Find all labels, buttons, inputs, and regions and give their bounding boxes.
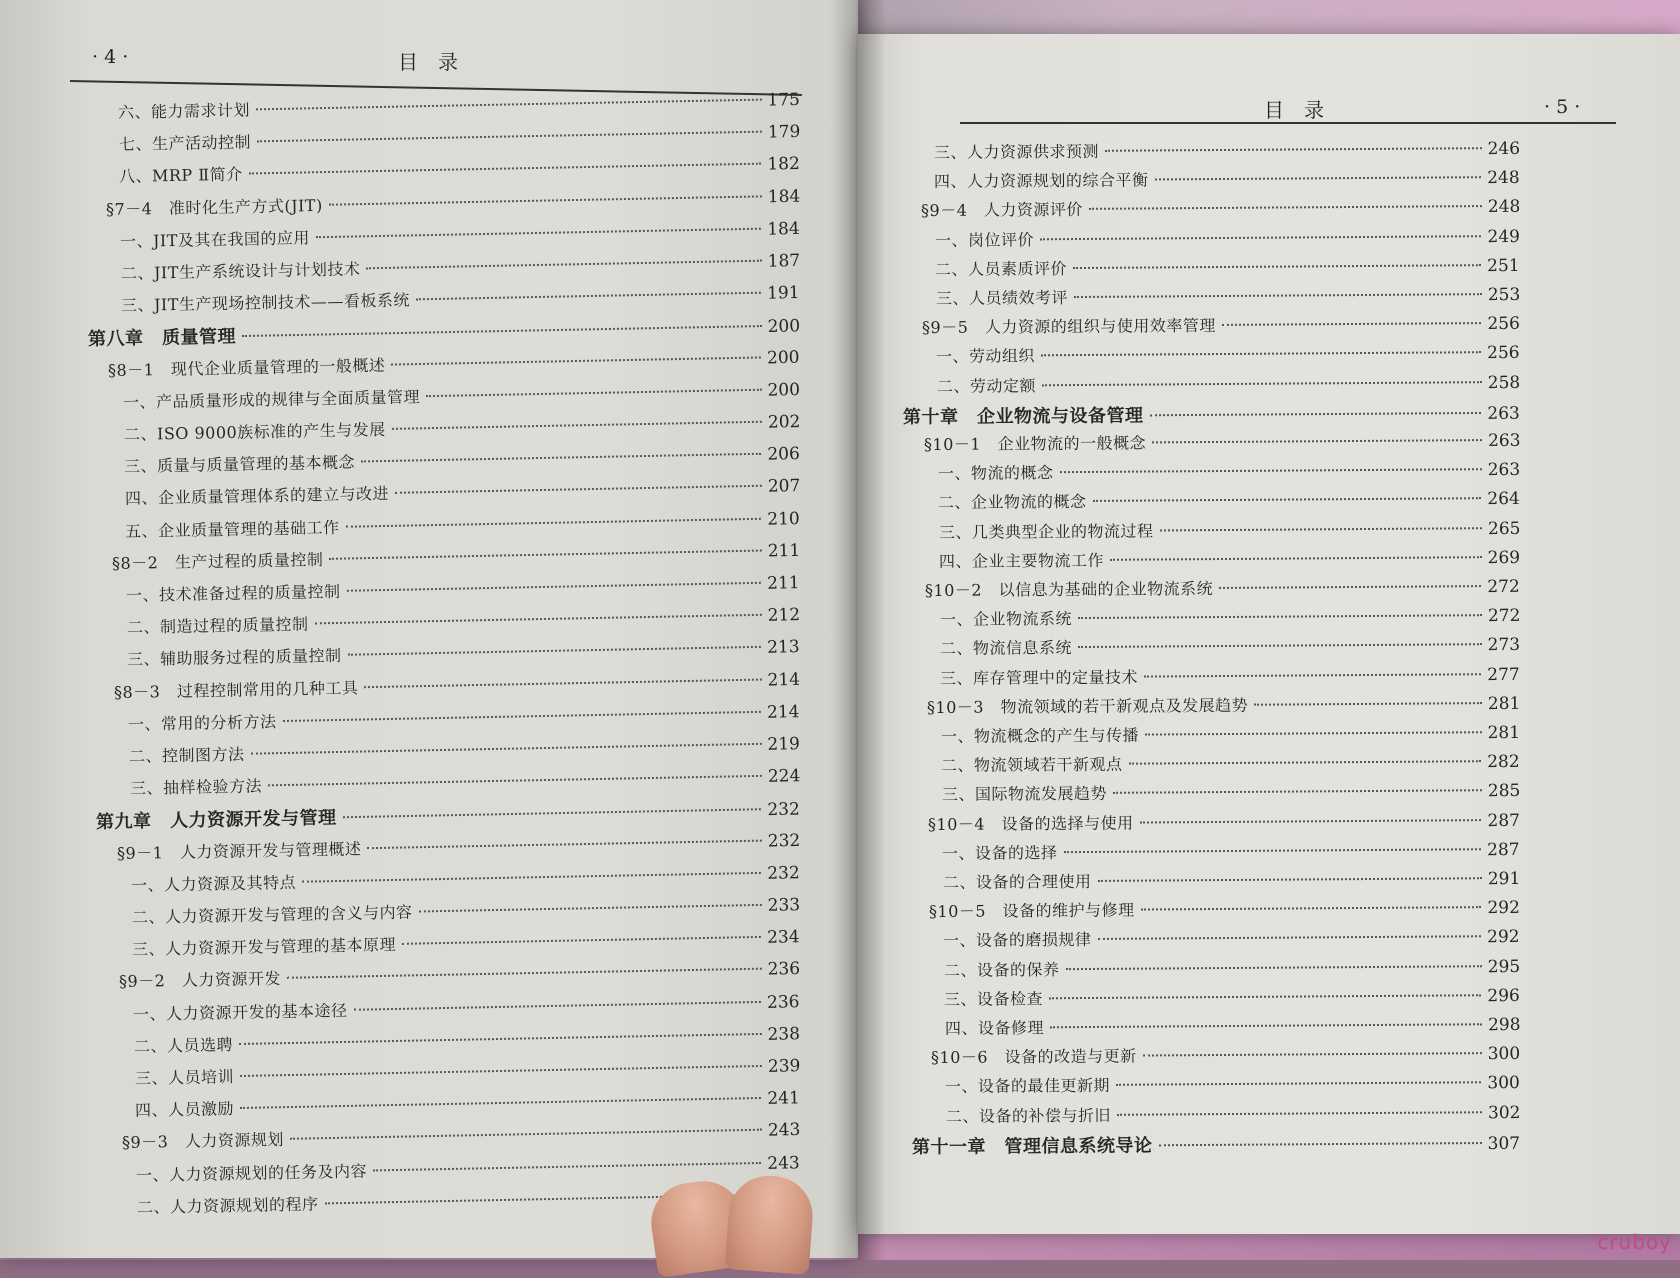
dot-leader [361, 453, 761, 463]
dot-leader [1150, 412, 1482, 416]
entry-title: 二、人力资源规划的程序 [136, 1194, 319, 1217]
entry-page-number: 248 [1487, 168, 1521, 189]
section-entry [931, 1041, 1520, 1068]
dot-leader [348, 646, 762, 656]
dot-leader [1093, 498, 1482, 503]
entry-title: §10－4 设备的选择与使用 [927, 813, 1134, 834]
dot-leader [347, 582, 762, 592]
entry-title: §10－3 物流领域的若干新观点及发展趋势 [926, 695, 1248, 717]
entry-page-number: 200 [767, 316, 801, 338]
subsection-entry [938, 516, 1520, 543]
entry-title: §8－3 过程控制常用的几种工具 [113, 677, 359, 702]
dot-leader [1254, 702, 1482, 706]
dot-leader [1116, 1082, 1481, 1087]
section-entry [111, 538, 800, 574]
subsection-entry [129, 763, 800, 799]
entry-page-number: 232 [767, 862, 801, 884]
entry-title: 一、产品质量形成的规律与全面质量管理 [122, 387, 421, 412]
entry-page-number: 213 [767, 637, 801, 659]
entry-page-number: 281 [1487, 722, 1521, 744]
entry-title: 四、企业主要物流工作 [938, 550, 1104, 571]
dot-leader [1219, 585, 1481, 589]
entry-title: 第九章 人力资源开发与管理 [95, 807, 337, 834]
dot-leader [1050, 1023, 1482, 1028]
dot-leader [1078, 614, 1482, 619]
entry-title: 三、人员绩效考评 [935, 288, 1068, 308]
entry-page-number: 179 [767, 122, 801, 143]
section-entry [116, 827, 800, 863]
entry-title: §9－2 人力资源开发 [118, 969, 281, 992]
entry-page-number: 300 [1487, 1073, 1521, 1094]
entry-page-number: 263 [1487, 403, 1521, 424]
entry-page-number: 212 [767, 605, 801, 626]
dot-leader [1117, 1111, 1482, 1116]
entry-page-number: 243 [767, 1152, 801, 1174]
subsection-entry [131, 860, 800, 896]
subsection-entry [121, 280, 800, 316]
dot-leader [1078, 644, 1482, 649]
entry-title: 第十一章 管理信息系统导论 [911, 1135, 1153, 1158]
subsection-entry [123, 409, 800, 445]
section-entry [922, 311, 1520, 338]
dot-leader [1159, 527, 1481, 531]
entry-title: 三、人员培训 [134, 1067, 234, 1088]
dot-leader [364, 678, 761, 688]
entry-page-number: 269 [1487, 547, 1521, 568]
subsection-entry [121, 248, 801, 284]
dot-leader [391, 421, 761, 430]
entry-title: 二、物流领域若干新观点 [941, 754, 1123, 776]
dot-leader [239, 1065, 761, 1077]
dot-leader [314, 614, 761, 625]
right-page-number: · 5 · [1544, 96, 1581, 118]
entry-page-number: 295 [1487, 956, 1521, 977]
entry-title: §10－6 设备的改造与更新 [930, 1046, 1137, 1068]
subsection-entry [944, 1012, 1520, 1039]
dot-leader [329, 549, 761, 559]
subsection-entry [942, 778, 1520, 805]
dot-leader [1041, 352, 1481, 357]
subsection-entry [123, 377, 800, 413]
dot-leader [1040, 235, 1481, 240]
subsection-entry [944, 983, 1520, 1010]
entry-title: 四、人力资源规划的综合平衡 [934, 170, 1149, 192]
dot-leader [242, 325, 762, 337]
entry-title: 二、劳动定额 [936, 375, 1036, 396]
entry-page-number: 287 [1487, 839, 1521, 860]
subsection-entry [126, 570, 800, 606]
entry-title: 六、能力需求计划 [117, 100, 251, 122]
subsection-entry [943, 866, 1520, 893]
entry-title: 七、生产活动控制 [118, 132, 251, 155]
entry-page-number: 200 [767, 379, 801, 401]
left-page-title: 目 录 [398, 50, 458, 74]
dot-leader [392, 356, 762, 365]
entry-page-number: 224 [767, 766, 801, 787]
entry-page-number: 234 [767, 927, 801, 948]
subsection-entry [937, 370, 1520, 397]
entry-page-number: 246 [1487, 138, 1521, 160]
subsection-entry [124, 473, 800, 509]
dot-leader [283, 711, 762, 722]
entry-title: 二、物流信息系统 [939, 638, 1073, 659]
dot-leader [346, 517, 762, 527]
entry-title: 三、质量与质量管理的基本概念 [123, 452, 356, 477]
entry-page-number: 182 [767, 154, 801, 175]
subsection-entry [134, 1021, 800, 1057]
dot-leader [1144, 673, 1481, 677]
entry-title: 二、设备的补偿与折旧 [945, 1105, 1111, 1126]
entry-title: 八、MRP Ⅱ简介 [118, 165, 243, 187]
dot-leader [1049, 994, 1481, 999]
entry-title: §7－4 准时化生产方式(JIT) [105, 195, 323, 219]
dot-leader [328, 195, 761, 205]
entry-page-number: 282 [1487, 752, 1521, 773]
dot-leader [287, 968, 762, 979]
entry-title: 第八章 质量管理 [87, 326, 237, 351]
subsection-entry [935, 224, 1520, 251]
dot-leader [418, 904, 761, 913]
dot-leader [1158, 1142, 1481, 1146]
dot-leader [257, 131, 762, 143]
dot-leader [1110, 556, 1482, 561]
subsection-entry [128, 699, 800, 735]
section-entry [108, 344, 800, 380]
entry-title: 二、设备的合理使用 [942, 871, 1092, 892]
entry-page-number: 292 [1487, 927, 1521, 948]
subsection-entry [133, 989, 800, 1025]
subsection-entry [938, 457, 1520, 484]
dot-leader [354, 1001, 762, 1011]
subsection-entry [934, 165, 1520, 192]
entry-page-number: 291 [1487, 868, 1521, 890]
subsection-entry [127, 634, 800, 670]
dot-leader [1065, 965, 1481, 970]
dot-leader [268, 775, 762, 786]
entry-title: 一、人力资源规划的任务及内容 [135, 1161, 368, 1185]
left-page-number: · 4 · [92, 46, 129, 68]
dot-leader [289, 1129, 761, 1140]
dot-leader [1105, 147, 1482, 152]
entry-title: 二、制造过程的质量控制 [126, 614, 309, 638]
section-entry [114, 666, 800, 702]
dot-leader [1155, 176, 1482, 180]
entry-page-number: 239 [767, 1056, 801, 1077]
entry-page-number: 184 [767, 186, 801, 207]
entry-title: 一、设备的最佳更新期 [945, 1076, 1111, 1097]
dot-leader [1141, 906, 1482, 910]
watermark-text: cruboy [1597, 1230, 1672, 1254]
entry-page-number: 307 [1487, 1133, 1521, 1154]
entry-title: 二、控制图方法 [128, 744, 245, 766]
dot-leader [239, 1033, 762, 1045]
entry-title: §9－1 人力资源开发与管理概述 [116, 838, 362, 863]
entry-title: 五、企业质量管理的基础工作 [124, 517, 340, 541]
entry-page-number: 256 [1487, 343, 1521, 364]
entry-title: §9－5 人力资源的组织与使用效率管理 [922, 316, 1217, 338]
entry-page-number: 251 [1487, 255, 1521, 276]
entry-page-number: 243 [767, 1120, 801, 1141]
subsection-entry [940, 662, 1520, 689]
subsection-entry [118, 119, 800, 155]
entry-title: 三、辅助服务过程的质量控制 [127, 646, 343, 670]
entry-title: 一、设备的磨损规律 [943, 930, 1093, 951]
entry-title: 一、岗位评价 [934, 229, 1035, 250]
dot-leader [1142, 1052, 1481, 1056]
entry-page-number: 292 [1487, 898, 1521, 919]
entry-title: 二、企业物流的概念 [938, 492, 1087, 513]
right-header-rule [960, 122, 1616, 124]
section-entry [929, 895, 1520, 922]
subsection-entry [125, 506, 800, 542]
entry-title: §8－2 生产过程的质量控制 [111, 549, 324, 573]
entry-title: 一、JIT及其在我国的应用 [120, 228, 311, 251]
entry-page-number: 272 [1487, 576, 1521, 598]
entry-title: 三、库存管理中的定量技术 [940, 667, 1139, 688]
entry-title: §8－1 现代企业质量管理的一般概述 [108, 355, 386, 380]
entry-title: 二、设备的保养 [943, 959, 1060, 980]
entry-page-number: 206 [767, 444, 801, 465]
right-page [858, 34, 1680, 1234]
subsection-entry [940, 603, 1521, 630]
subsection-entry [943, 924, 1520, 951]
entry-page-number: 214 [767, 701, 801, 723]
dot-leader [1129, 760, 1482, 764]
subsection-entry [127, 602, 801, 638]
entry-page-number: 263 [1487, 430, 1521, 452]
entry-page-number: 232 [767, 799, 801, 821]
entry-page-number: 281 [1487, 693, 1521, 714]
entry-page-number: 285 [1487, 781, 1521, 802]
entry-page-number: 175 [767, 89, 801, 111]
entry-title: 四、设备修理 [944, 1018, 1044, 1038]
subsection-entry [120, 216, 800, 252]
subsection-entry [942, 837, 1520, 864]
subsection-entry [124, 441, 800, 477]
dot-leader [395, 485, 762, 494]
entry-title: 四、人员激励 [134, 1099, 235, 1121]
entry-title: 一、物流概念的产生与传播 [940, 725, 1140, 746]
entry-page-number: 272 [1487, 606, 1521, 627]
subsection-entry [119, 151, 800, 187]
subsection-entry [129, 731, 800, 767]
entry-page-number: 273 [1487, 635, 1521, 656]
entry-page-number: 184 [767, 218, 801, 240]
dot-leader [1145, 731, 1482, 735]
entry-page-number: 211 [767, 573, 801, 594]
subsection-entry [945, 1100, 1520, 1127]
entry-title: 一、劳动组织 [936, 346, 1036, 367]
section-entry [119, 956, 800, 992]
entry-page-number: 187 [767, 250, 801, 272]
dot-leader [1152, 439, 1482, 443]
chapter-entry [912, 1129, 1520, 1159]
entry-page-number: 214 [767, 669, 801, 691]
dot-leader [1097, 877, 1481, 882]
subsection-entry [940, 632, 1520, 659]
entry-title: 一、物流的概念 [937, 463, 1054, 484]
dot-leader [426, 389, 762, 397]
entry-page-number: 253 [1487, 284, 1521, 306]
entry-page-number: 211 [767, 540, 801, 562]
dot-leader [1222, 322, 1482, 326]
entry-page-number: 296 [1487, 985, 1521, 1007]
entry-page-number: 258 [1487, 372, 1521, 393]
subsection-entry [936, 282, 1520, 309]
dot-leader [402, 936, 761, 945]
entry-page-number: 277 [1487, 664, 1521, 685]
entry-page-number: 238 [767, 1024, 801, 1045]
dot-leader [316, 227, 761, 238]
entry-title: §10－5 设备的维护与修理 [929, 900, 1135, 922]
dot-leader [366, 260, 761, 270]
entry-page-number: 263 [1487, 460, 1521, 481]
section-entry [921, 194, 1520, 221]
entry-page-number: 236 [767, 991, 801, 1013]
entry-title: 二、ISO 9000族标准的产生与发展 [123, 419, 386, 444]
subsection-entry [941, 720, 1520, 747]
entry-title: 三、国际物流发展趋势 [941, 784, 1107, 805]
dot-leader [1073, 264, 1481, 269]
entry-page-number: 202 [767, 412, 801, 433]
chapter-entry [88, 312, 801, 352]
dot-leader [1113, 790, 1482, 795]
entry-title: 二、JIT生产系统设计与计划技术 [120, 259, 361, 283]
subsection-entry [941, 749, 1520, 776]
entry-title: 一、企业物流系统 [939, 609, 1072, 630]
dot-leader [1064, 848, 1482, 853]
subsection-entry [945, 1070, 1520, 1097]
subsection-entry [134, 1053, 800, 1089]
section-entry [923, 428, 1520, 455]
entry-title: §10－1 企业物流的一般概念 [923, 433, 1146, 454]
subsection-entry [938, 486, 1520, 513]
dot-leader [240, 1097, 761, 1109]
entry-title: 三、设备检查 [944, 989, 1044, 1009]
entry-title: 二、人力资源开发与管理的含义与内容 [131, 902, 413, 927]
subsection-entry [118, 87, 800, 123]
entry-page-number: 207 [767, 476, 801, 498]
section-entry [928, 807, 1520, 834]
entry-page-number: 302 [1487, 1102, 1521, 1123]
dot-leader [302, 872, 761, 883]
entry-title: 一、技术准备过程的质量控制 [126, 581, 341, 605]
subsection-entry [936, 340, 1520, 367]
entry-title: 三、人力资源供求预测 [933, 141, 1100, 162]
entry-page-number: 232 [767, 830, 801, 852]
entry-title: 四、企业质量管理体系的建立与改进 [124, 484, 389, 509]
entry-page-number: 298 [1487, 1014, 1521, 1036]
dot-leader [1098, 936, 1482, 941]
dot-leader [1140, 819, 1482, 823]
chapter-entry [96, 795, 800, 835]
entry-title: 三、几类典型企业的物流过程 [938, 521, 1154, 542]
entry-title: 一、人力资源及其特点 [131, 872, 297, 895]
entry-title: 一、设备的选择 [942, 842, 1058, 863]
dot-leader [367, 839, 761, 849]
section-entry [121, 1117, 800, 1153]
dot-leader [249, 163, 762, 175]
entry-title: §9－4 人力资源评价 [920, 200, 1083, 221]
subsection-entry [132, 892, 801, 928]
entry-page-number: 219 [767, 734, 801, 755]
entry-page-number: 248 [1487, 197, 1521, 218]
dot-leader [373, 1162, 761, 1171]
dot-leader [250, 743, 761, 755]
entry-title: 二、人员素质评价 [935, 258, 1068, 279]
entry-page-number: 249 [1487, 226, 1521, 247]
section-entry [105, 183, 800, 219]
entry-page-number: 287 [1487, 810, 1521, 831]
right-page-title: 目 录 [1264, 98, 1324, 122]
subsection-entry [939, 545, 1520, 572]
section-entry [925, 574, 1520, 601]
dot-leader [1059, 468, 1481, 473]
entry-page-number: 265 [1487, 518, 1521, 539]
entry-title: 第十章 企业物流与设备管理 [903, 405, 1144, 428]
entry-title: 二、人员选聘 [133, 1034, 234, 1056]
entry-title: 三、JIT生产现场控制技术——看板系统 [121, 290, 411, 316]
entry-page-number: 300 [1487, 1044, 1521, 1065]
entry-title: §10－2 以信息为基础的企业物流系统 [925, 578, 1214, 600]
entry-title: 三、人力资源开发与管理的基本原理 [132, 935, 397, 960]
entry-title: §9－3 人力资源规划 [121, 1130, 284, 1153]
entry-page-number: 241 [767, 1088, 801, 1110]
dot-leader [416, 292, 761, 301]
subsection-entry [135, 1085, 800, 1121]
dot-leader [1074, 293, 1482, 298]
dot-leader [343, 809, 762, 819]
subsection-entry [132, 924, 800, 960]
section-entry [927, 691, 1520, 718]
subsection-entry [934, 136, 1520, 163]
subsection-entry [935, 253, 1520, 280]
entry-page-number: 233 [767, 895, 801, 916]
dot-leader [1089, 205, 1482, 210]
dot-leader [256, 99, 761, 111]
entry-title: 三、抽样检验方法 [129, 776, 262, 799]
dot-leader [1042, 381, 1482, 386]
entry-page-number: 191 [767, 283, 801, 304]
entry-page-number: 264 [1487, 489, 1521, 510]
entry-title: 一、常用的分析方法 [128, 711, 278, 734]
entry-page-number: 200 [767, 347, 801, 368]
subsection-entry [944, 954, 1520, 981]
entry-title: 一、人力资源开发的基本途径 [133, 1000, 349, 1024]
entry-page-number: 236 [767, 959, 801, 980]
entry-page-number: 256 [1487, 314, 1521, 335]
chapter-entry [903, 398, 1520, 428]
entry-page-number: 210 [767, 508, 801, 530]
